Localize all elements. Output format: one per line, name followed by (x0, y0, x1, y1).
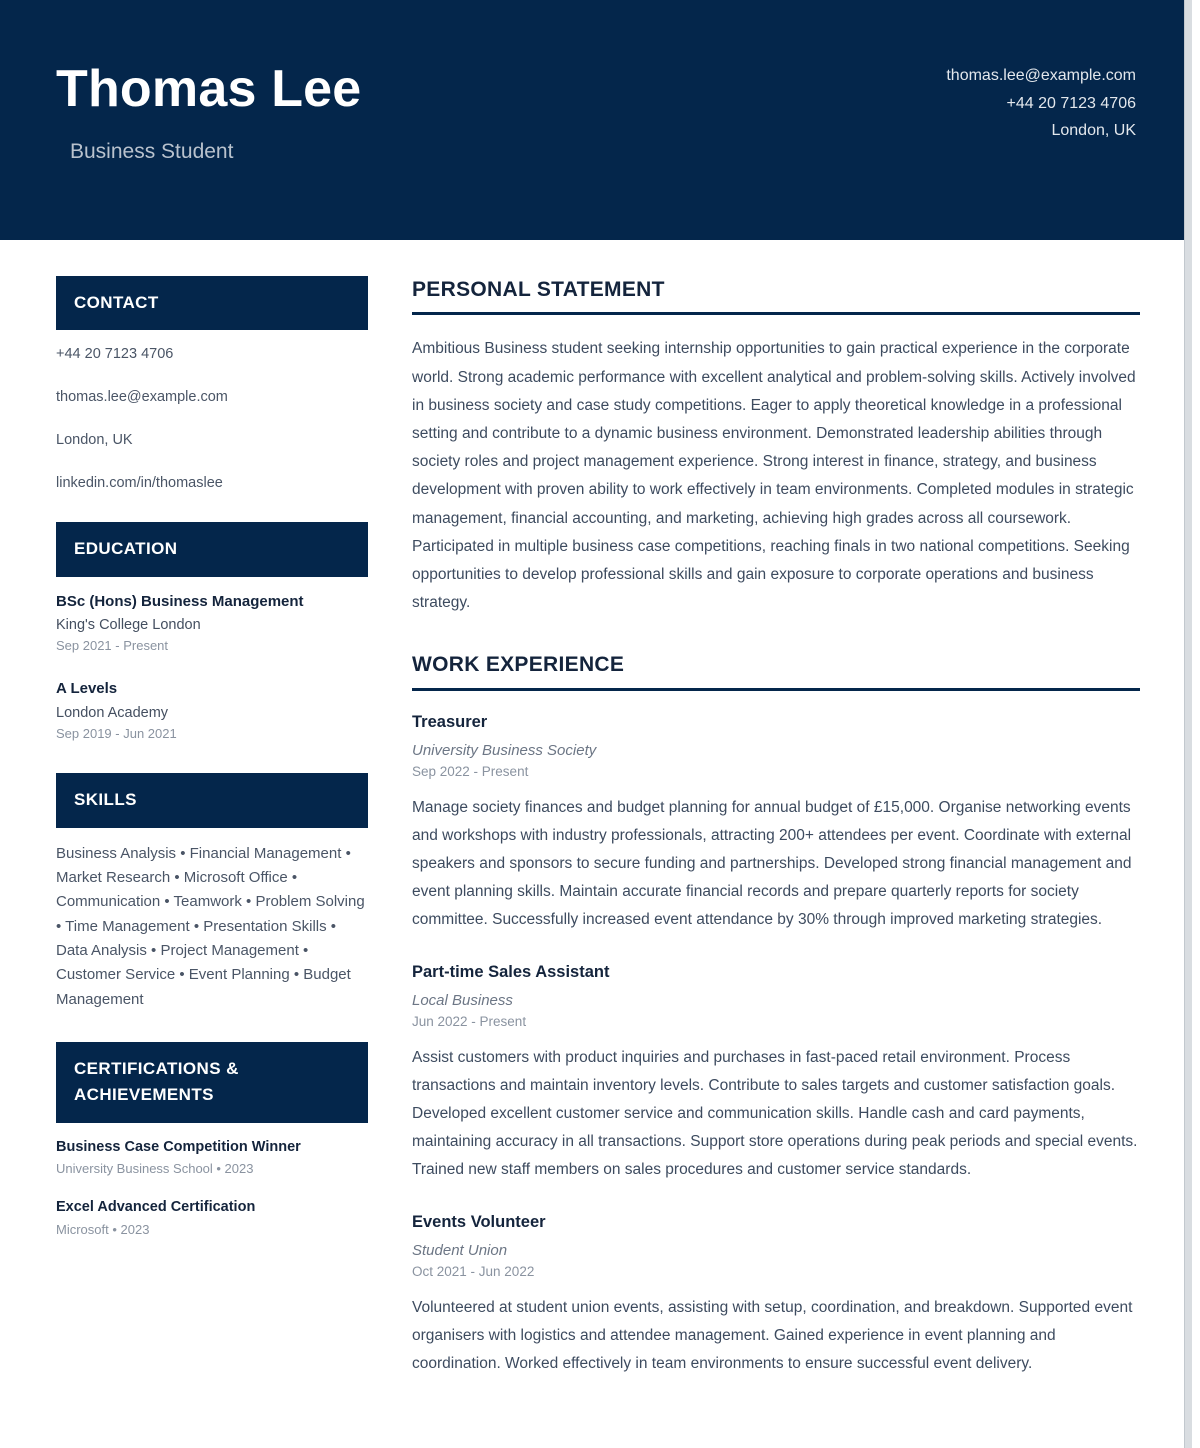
sidebar-section-skills (56, 773, 368, 1011)
page-edge-scrollbar[interactable] (1184, 0, 1192, 1448)
header-location: London, UK (1051, 122, 1136, 140)
job-company: Student Union (412, 1241, 508, 1259)
page-title: Thomas Lee (56, 60, 362, 118)
job-company: University Business Society (412, 741, 597, 759)
sidebar-heading-certifications: CERTIFICATIONS & ACHIEVEMENTS (56, 1042, 368, 1123)
job-dates: Jun 2022 - Present (412, 1013, 527, 1029)
job-dates: Sep 2022 - Present (412, 763, 529, 779)
education-item (56, 678, 368, 743)
education-school: London Academy (56, 704, 169, 721)
certification-name: Excel Advanced Certification (56, 1199, 256, 1216)
job-entry (412, 1211, 1140, 1379)
education-degree: BSc (Hons) Business Management (56, 592, 304, 610)
sidebar-section-certifications (56, 1042, 368, 1240)
heading-personal-statement: PERSONAL STATEMENT (412, 278, 665, 301)
certification-item (56, 1197, 368, 1240)
job-role: Part-time Sales Assistant (412, 962, 610, 981)
job-entry (412, 961, 1140, 1185)
resume-body (0, 240, 1192, 1378)
contact-location: London, UK (56, 432, 133, 449)
education-dates: Sep 2019 - Jun 2021 (56, 725, 177, 741)
sidebar (0, 240, 368, 1270)
education-degree: A Levels (56, 680, 118, 698)
skills-text: Business Analysis • Financial Management • Market Research • Microsoft Office • Communication • Teamwork • Problem Solving • Time Management • Presentation Skills • Data Analysis • Project Management • Customer Service • Event Planning • Budget Management (56, 844, 365, 1008)
certification-name: Business Case Competition Winner (56, 1138, 301, 1155)
main-content (368, 240, 1192, 1378)
heading-work-experience: WORK EXPERIENCE (412, 653, 625, 677)
personal-statement-text: Ambitious Business student seeking internship opportunities to gain practical experience in the corporate world. Strong academic performance with excellent analytical and problem-solving skills. Actively involved in business society and case study competitions. Eager to apply theoretical knowledge in a professional setting and contribute to a dynamic business environment. Demonstrated leadership abilities through society roles and project management experience. Strong interest in finance, strategy, and business development with proven ability to work effectively in team environments. Completed modules in strategic management, financial accounting, and marketing, achieving high grades across all coursework. Participated in multiple business case competitions, reaching finals in two national competitions. Seeking opportunities to develop professional skills and gain exposure to corporate operations and business strategy. (412, 340, 1136, 612)
job-dates: Oct 2021 - Jun 2022 (412, 1263, 535, 1279)
job-role: Treasurer (412, 712, 488, 731)
job-role: Events Volunteer (412, 1212, 546, 1231)
certification-meta: University Business School • 2023 (56, 1161, 254, 1177)
education-list (56, 577, 368, 744)
job-title: Business Student (70, 140, 234, 164)
sidebar-heading-skills: SKILLS (56, 773, 368, 827)
education-item (56, 591, 368, 656)
contact-list (56, 330, 368, 494)
header-contact-block (946, 52, 1136, 145)
sidebar-section-contact (56, 276, 368, 494)
contact-phone[interactable]: +44 20 7123 4706 (56, 346, 174, 363)
sidebar-heading-contact: CONTACT (56, 276, 368, 330)
certifications-list (56, 1123, 368, 1240)
job-description: Volunteered at student union events, assisting with setup, coordination, and breakdown. Supported event organisers with logistics and attendee management. Gained experience in event planning and coordination. Worked effectively in team environments to ensure successful event delivery. (412, 1298, 1133, 1373)
resume-header (0, 0, 1192, 240)
job-description: Assist customers with product inquiries and purchases in fast-paced retail environment. Process transactions and maintain inventory levels. Contribute to sales targets and customer satisfaction goals. Developed excellent customer service and communication skills. Handle cash and card payments, maintaining accuracy in all transactions. Support store operations during peak periods and special events. Trained new staff members on sales procedures and customer service standards. (412, 1048, 1138, 1179)
contact-linkedin[interactable]: linkedin.com/in/thomaslee (56, 475, 223, 492)
section-personal-statement (412, 276, 1140, 617)
sidebar-section-education (56, 522, 368, 743)
name-block (56, 52, 361, 166)
header-email[interactable]: thomas.lee@example.com (946, 67, 1136, 84)
skills-list (56, 828, 368, 1012)
job-entry (412, 711, 1140, 935)
section-divider (412, 688, 1140, 691)
education-school: King's College London (56, 617, 201, 634)
certification-item (56, 1137, 368, 1180)
section-divider (412, 312, 1140, 315)
job-description: Manage society finances and budget planning for annual budget of £15,000. Organise networking events and workshops with industry professionals, attracting 200+ attendees per event. Coordinate with external speakers and sponsors to secure funding and partnerships. Developed strong financial management and event planning skills. Maintain accurate financial records and prepare quarterly reports for society committee. Successfully increased event attendance by 30% through improved marketing strategies. (412, 798, 1132, 929)
section-work-experience (412, 651, 1140, 1378)
sidebar-heading-education: EDUCATION (56, 522, 368, 576)
header-phone[interactable]: +44 20 7123 4706 (1006, 94, 1136, 112)
contact-email[interactable]: thomas.lee@example.com (56, 389, 228, 406)
job-company: Local Business (412, 991, 513, 1009)
education-dates: Sep 2021 - Present (56, 638, 169, 654)
certification-meta: Microsoft • 2023 (56, 1221, 150, 1237)
